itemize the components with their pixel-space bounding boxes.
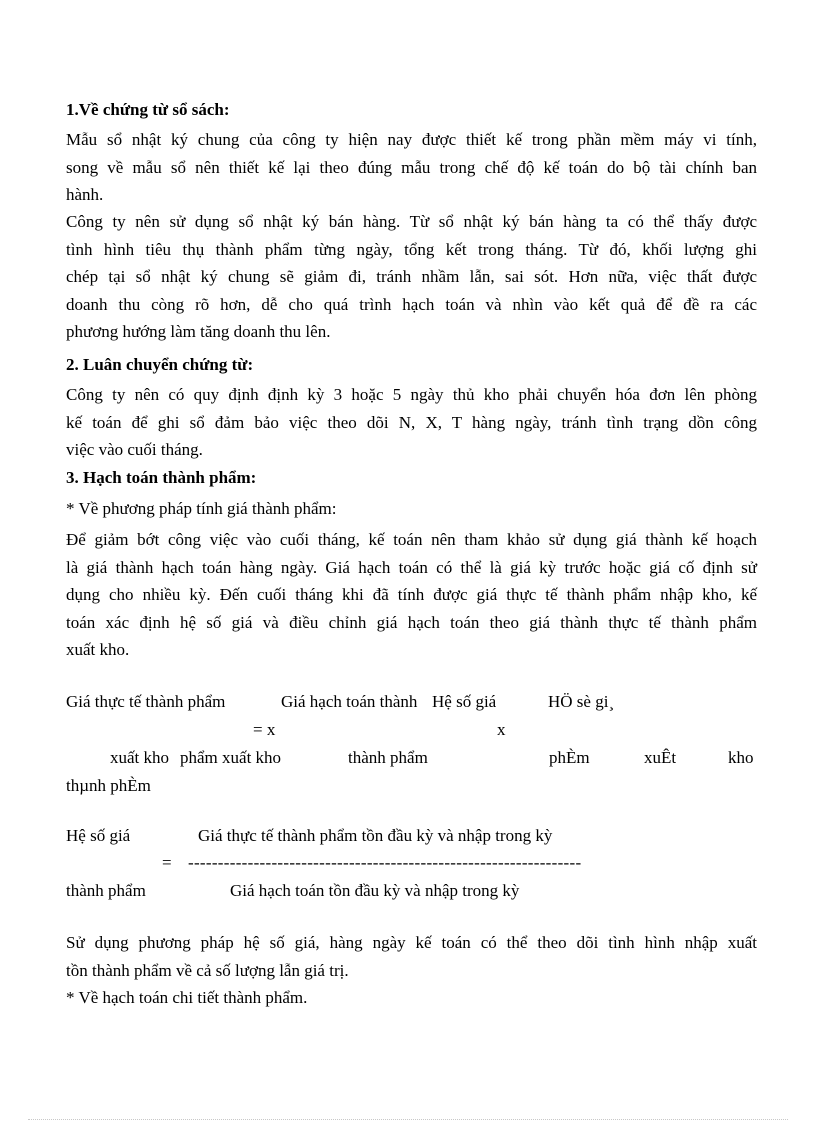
text-line: là giá thành hạch toán hàng ngày. Giá hạch toán có thể là giá kỳ trước hoặc giá cố định sử [66, 557, 757, 577]
formula-term: HÖ sè gi¸ [548, 692, 615, 711]
formula-denominator: Giá hạch toán tồn đầu kỳ và nhập trong kỳ [230, 881, 520, 900]
formula-term: thµnh phÈm [66, 776, 151, 795]
subheading-detail-accounting: * Về hạch toán chi tiết thành phẩm. [66, 988, 308, 1007]
heading-1: 1.Về chứng từ sổ sách: [66, 100, 230, 119]
formula-term: phẩm xuất kho [180, 748, 282, 767]
formula-term: Hệ số giá [66, 826, 131, 845]
text-line: tình hình tiêu thụ thành phẩm từng ngày, tổng kết trong tháng. Từ đó, khối lượng ghi [66, 239, 757, 259]
text-line: Sử dụng phương pháp hệ số giá, hàng ngày kế toán có thể theo dõi tình hình nhập xuất [66, 933, 757, 952]
formula-term: xuÊt [644, 748, 677, 767]
formula-term: Giá hạch toán thành [281, 692, 418, 711]
formula-term: Hệ số giá [432, 692, 497, 711]
paragraph-5 [66, 929, 757, 984]
text-line: Mẫu sổ nhật ký chung của công ty hiện nay được thiết kế trong phần mềm máy vi tính, [66, 130, 757, 149]
formula-term: kho [728, 748, 754, 767]
text-line: phương hướng làm tăng doanh thu lên. [66, 322, 331, 342]
text-line: Để giảm bớt công việc vào cuối tháng, kế toán nên tham khảo sử dụng giá thành kế hoạch [66, 530, 757, 549]
formula-term: phÈm [549, 748, 590, 767]
formula-operator: = [162, 853, 172, 872]
text-line: xuất kho. [66, 640, 130, 660]
text-line: Công ty nên sử dụng sổ nhật ký bán hàng. Từ sổ nhật ký bán hàng ta có thể thấy được [66, 212, 757, 231]
paragraph-3 [66, 381, 757, 464]
formula-operator: = x [253, 720, 276, 739]
heading-2: 2. Luân chuyển chứng từ: [66, 355, 254, 374]
text-line: dụng cho nhiều kỳ. Đến cuối tháng khi đã tính được giá thực tế thành phẩm nhập kho, kế [66, 585, 757, 605]
text-line: tồn thành phẩm về cả số lượng lẫn giá trị. [66, 960, 349, 980]
text-line: hành. [66, 185, 104, 205]
text-line: chép tại sổ nhật ký chung sẽ giảm đi, tránh nhầm lẫn, sai sót. Hơn nữa, việc thất được [66, 267, 757, 287]
formula-operator: x [497, 720, 506, 739]
paragraph-1 [66, 126, 757, 209]
page-bottom-divider [28, 1119, 788, 1120]
text-line: song về mẫu sổ nên thiết kế lại theo đúng mẫu trong chế độ kế toán do bộ tài chính ban [66, 157, 757, 177]
text-line: kế toán để ghi sổ đảm bảo việc theo dõi N, X, T hàng ngày, tránh tình trạng dồn công [66, 412, 757, 432]
formula-term: xuất kho [110, 748, 170, 767]
heading-3: 3. Hạch toán thành phẩm: [66, 468, 257, 487]
text-line: việc vào cuối tháng. [66, 440, 203, 460]
formula-numerator: Giá thực tế thành phẩm tồn đầu kỳ và nhập trong kỳ [198, 826, 553, 845]
paragraph-4 [66, 526, 757, 664]
paragraph-2 [66, 208, 757, 346]
text-line: doanh thu còng rõ hơn, dễ cho quá trình hạch toán và nhìn vào kết quả để đề ra các [66, 294, 757, 314]
subheading-price-method: * Về phương pháp tính giá thành phẩm: [66, 499, 337, 518]
text-line: toán xác định hệ số giá và điều chỉnh giá hạch toán theo giá thành thực tế thành phẩm [66, 612, 757, 632]
formula-term: Giá thực tế thành phẩm [66, 692, 226, 711]
fraction-line: ------------------------------------------------------------------ [188, 853, 582, 872]
formula-term: thành phẩm [348, 748, 428, 767]
formula-term: thành phẩm [66, 881, 146, 900]
text-line: Công ty nên có quy định định kỳ 3 hoặc 5 ngày thủ kho phải chuyển hóa đơn lên phòng [66, 385, 757, 404]
